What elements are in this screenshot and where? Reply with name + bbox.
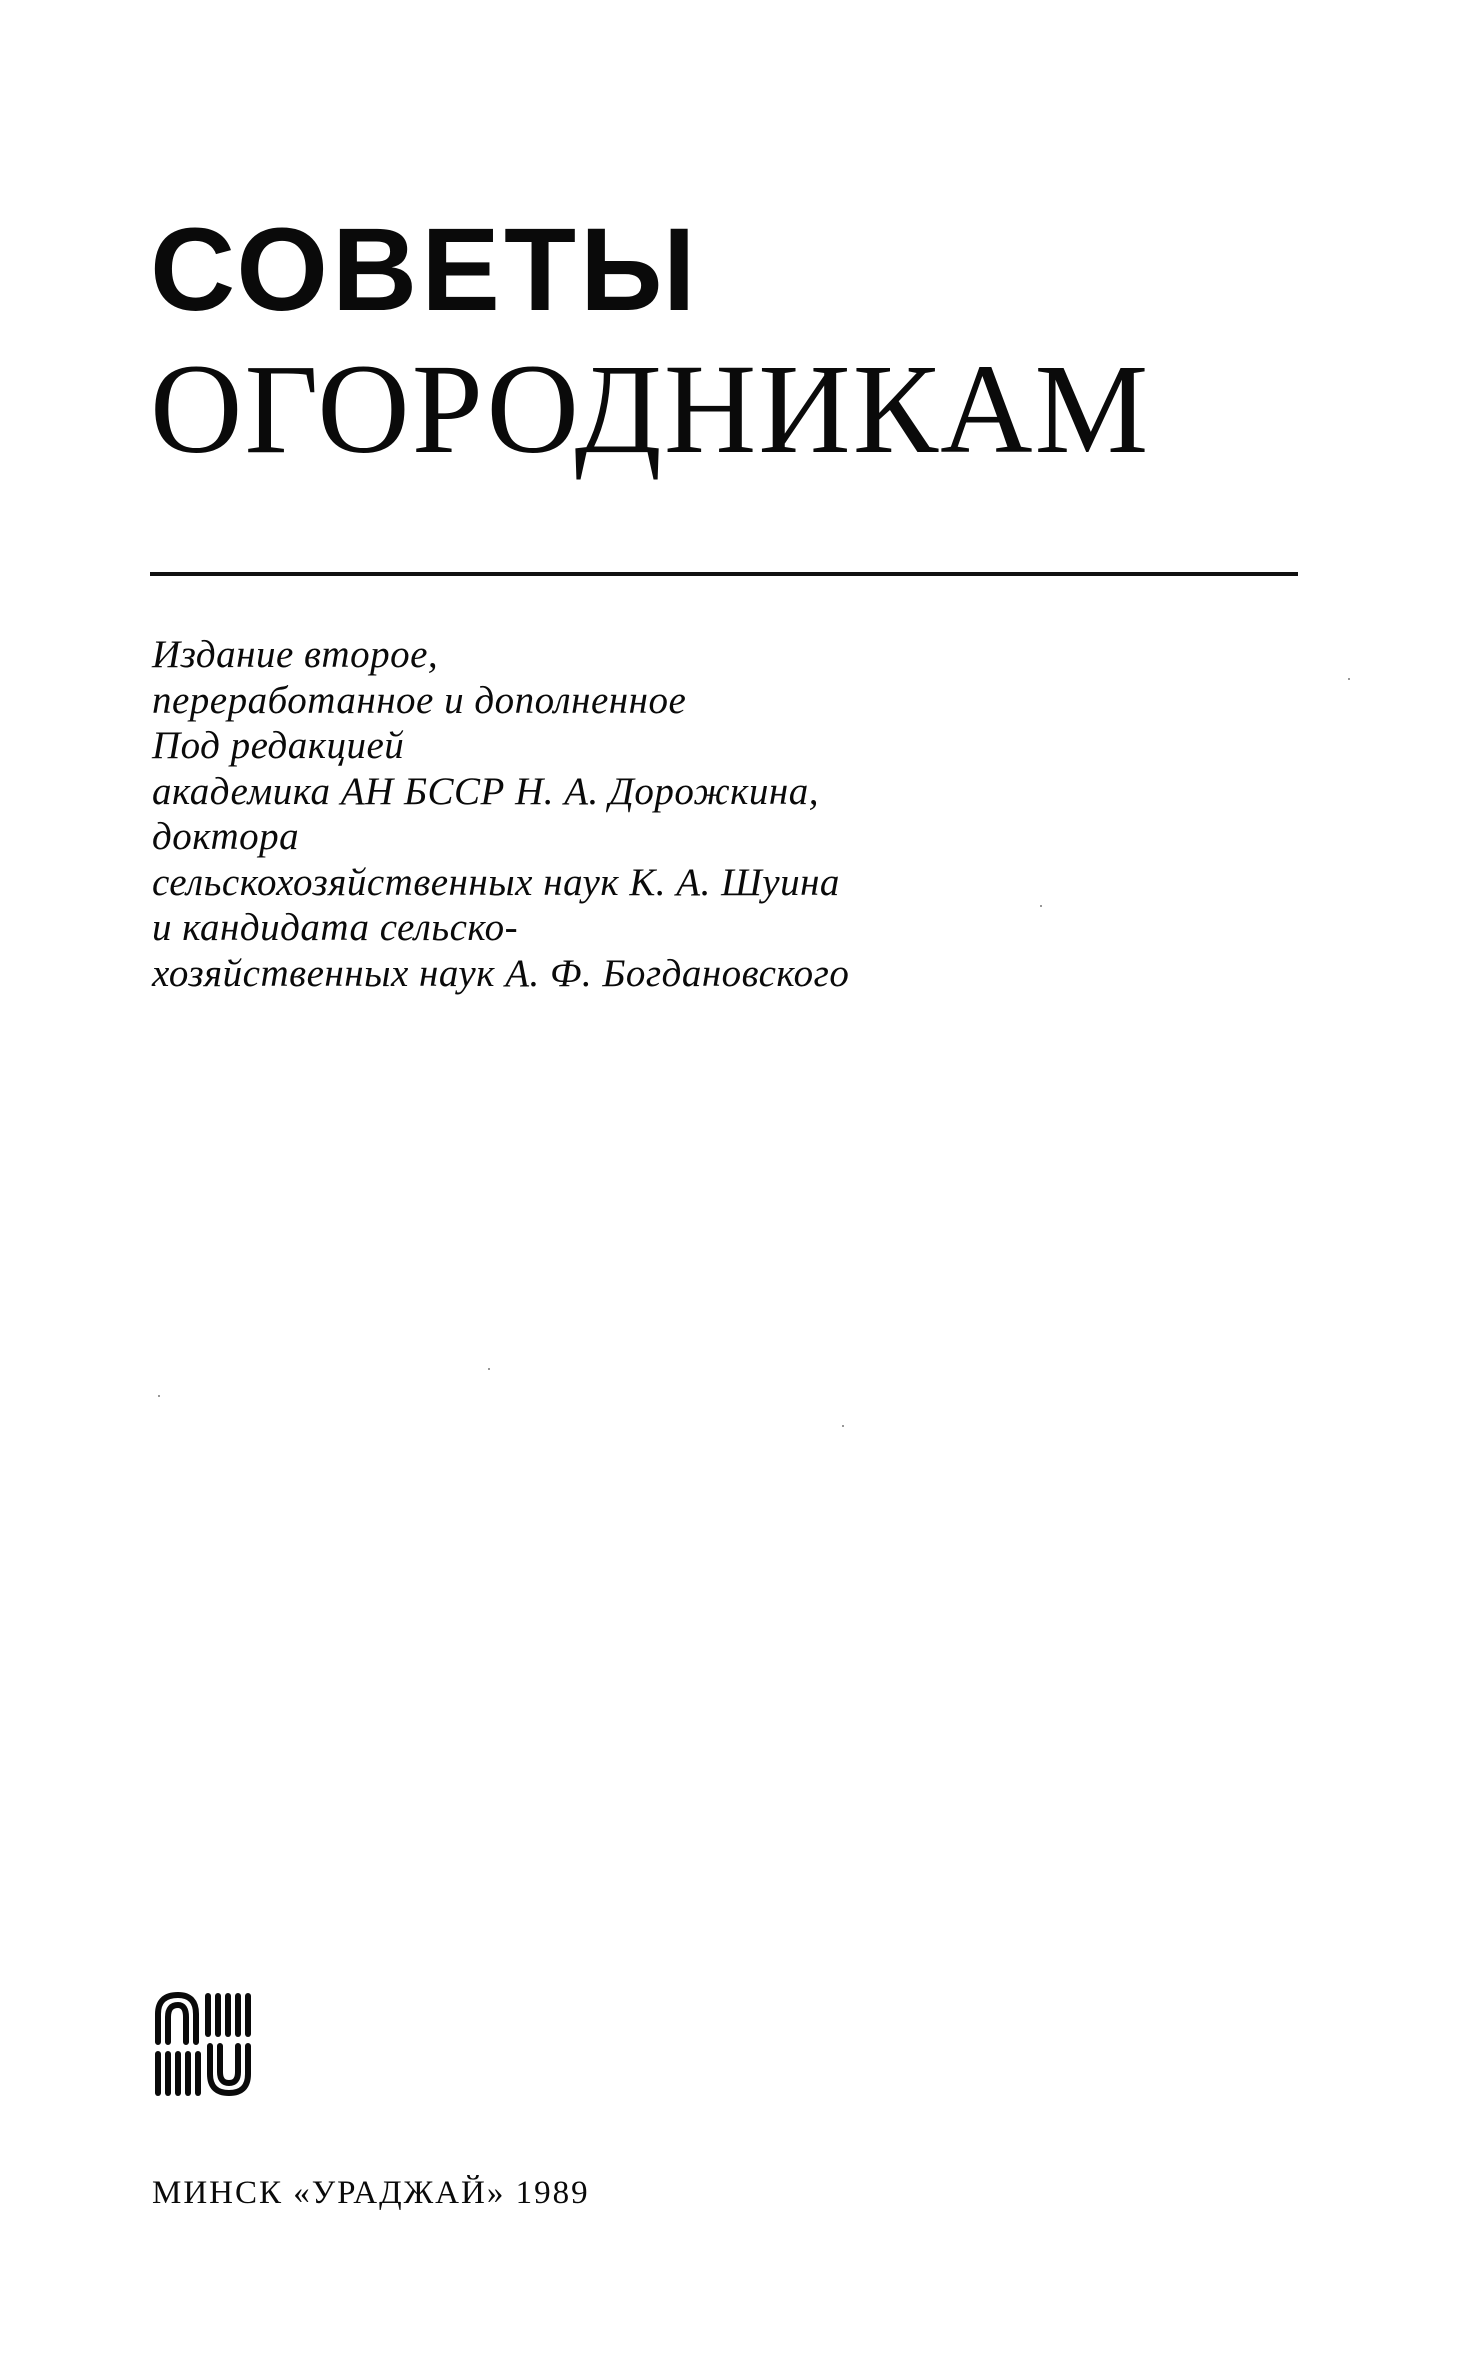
subtitle-line: Издание второе, — [152, 633, 439, 676]
book-title-line-2: ОГОРОДНИКАМ — [150, 338, 1151, 480]
subtitle-line: и кандидата сельско- — [152, 906, 519, 949]
subtitle-line: доктора — [152, 815, 300, 858]
book-title — [150, 200, 1150, 484]
scan-speck — [158, 1395, 160, 1397]
publisher-logo-icon — [152, 1990, 254, 2098]
title-divider — [150, 572, 1298, 576]
subtitle-line: переработанное и дополненное — [152, 678, 687, 722]
book-title-line-1: СОВЕТЫ — [150, 204, 700, 336]
publisher-imprint: МИНСК «УРАДЖАЙ» 1989 — [152, 2175, 590, 2211]
edition-and-editors — [152, 632, 849, 996]
scan-speck — [1040, 905, 1042, 907]
scan-speck — [488, 1368, 490, 1370]
subtitle-line: сельскохозяйственных наук К. А. Шуина — [152, 860, 840, 904]
scan-speck — [1348, 678, 1350, 680]
subtitle-line: хозяйственных наук А. Ф. Богдановского — [152, 951, 850, 995]
scan-speck — [842, 1425, 844, 1427]
subtitle-line: Под редакцией — [152, 724, 405, 767]
subtitle-line: академика АН БССР Н. А. Дорожкина, — [152, 769, 820, 813]
